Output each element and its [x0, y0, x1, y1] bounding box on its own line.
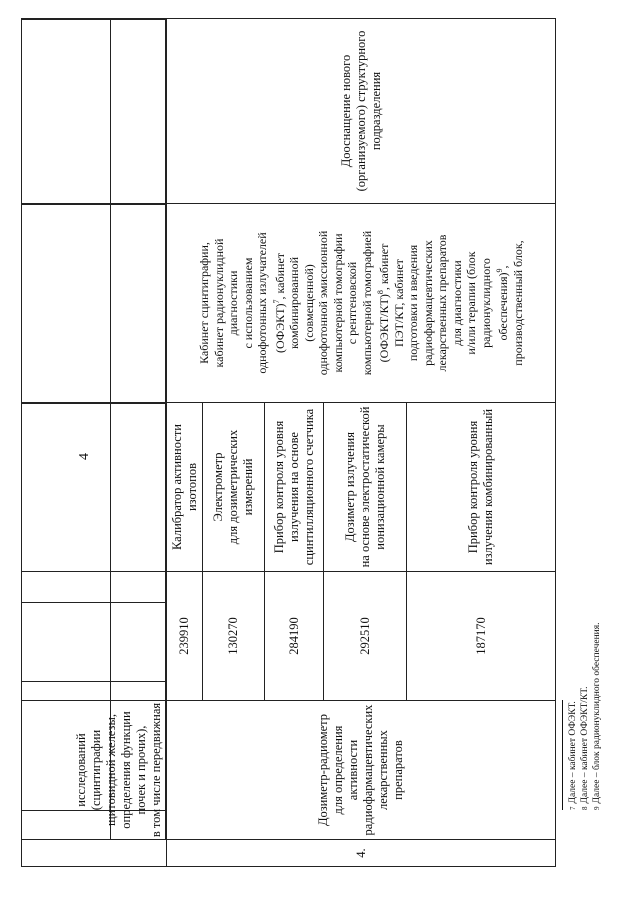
- footnote-text: Далее – кабинет ОФЭКТ/КТ.: [580, 686, 590, 804]
- prev-cont-number-col: [21, 839, 167, 867]
- footnote-text: Далее – блок радионуклидного обеспечения.: [592, 622, 602, 804]
- room-line: (совмещенной): [301, 264, 316, 342]
- footnote-text: Далее – кабинет ОФЭКТ.: [568, 701, 578, 804]
- room-line: радионуклидного: [478, 258, 493, 348]
- room-line: лекарственных препаратов: [435, 234, 449, 372]
- room-line: комбинированной: [287, 256, 301, 350]
- prev-cont-line: щитовидной железы,: [104, 714, 118, 827]
- prev-cont-line: определения функции: [119, 711, 133, 829]
- room-line-with-footnote: [493, 231, 511, 376]
- item-code: 292510: [357, 617, 372, 655]
- item-code-cell: [406, 571, 556, 701]
- footnote: [592, 623, 603, 811]
- prev-cont-line: в том числе передвижная: [149, 702, 163, 838]
- room-line: компьютерной томографией: [359, 230, 374, 376]
- prev-cont-device-text: [21, 700, 167, 840]
- footnote-mark: 9: [495, 268, 504, 273]
- room-line: кабинет радионуклидной: [211, 238, 226, 368]
- footnote-number: 9: [593, 806, 601, 810]
- row-number: 4.: [353, 848, 368, 858]
- item-name-cell: [202, 402, 265, 572]
- device-cell: [166, 700, 556, 840]
- room-fragment: , кабинет: [272, 252, 287, 300]
- prev-cont-name-col: [21, 402, 167, 572]
- prev-cont-req-col: [21, 18, 167, 204]
- item-name-cell: [406, 402, 556, 572]
- item-name-cell: [264, 402, 324, 572]
- footnote-mark: 7: [271, 299, 281, 304]
- item-name-line: Калибратор активности: [169, 424, 184, 550]
- room-fragment: (ОФЭКТ): [272, 303, 287, 354]
- footnote-mark: 8: [376, 290, 385, 295]
- room-line: однофотонной эмиссионной: [316, 230, 330, 376]
- item-name-line: изотопов: [184, 463, 199, 512]
- room-line: Кабинет сцинтиграфии,: [197, 242, 211, 364]
- prev-cont-line: почек и прочих),: [134, 725, 148, 815]
- item-code: 130270: [226, 617, 240, 655]
- page-number: 4: [77, 453, 92, 460]
- room-line: и/или терапии (блок: [464, 251, 478, 355]
- item-name-line: на основе электростатической: [357, 406, 372, 568]
- footnote-rule: [562, 700, 563, 810]
- item-code-cell: [264, 571, 324, 701]
- item-name-line: ионизационной камеры: [372, 424, 387, 550]
- requirement-line: Дооснащение нового: [338, 54, 353, 168]
- item-code-cell: [323, 571, 407, 701]
- room-line: с рентгеновской: [345, 261, 359, 345]
- device-line: препаратов: [391, 740, 405, 800]
- room-fragment: обеспечения): [496, 272, 510, 341]
- prev-cont-line: (сцинтиграфии: [89, 729, 103, 811]
- item-name-line: излучения комбинированный: [481, 408, 495, 566]
- item-code: 187170: [473, 617, 488, 655]
- item-code-cell: [202, 571, 265, 701]
- item-name-line: измерений: [241, 458, 255, 516]
- item-name-line: Электрометр: [211, 452, 225, 522]
- room-line: ПЭТ/КТ, кабинет: [391, 259, 406, 347]
- room-line: однофотонных излучателей: [255, 232, 269, 374]
- item-name-line: сцинтилляционного счетчика: [301, 408, 316, 566]
- room-line: диагностики: [226, 270, 240, 336]
- device-line: Дозиметр-радиометр: [316, 713, 330, 827]
- room-fragment: ,: [496, 265, 510, 269]
- requirement-line: (организуемого) структурного: [353, 30, 368, 192]
- room-fragment: , кабинет: [377, 243, 391, 291]
- item-name-line: Дозиметр излучения: [342, 432, 357, 542]
- requirement-cell: [166, 18, 556, 204]
- device-line: лекарственных: [376, 730, 390, 810]
- footnote-number: 7: [569, 806, 577, 810]
- row-number-cell: [166, 839, 556, 867]
- item-name-line: излучения на основе: [286, 432, 301, 543]
- footnote: [568, 701, 579, 810]
- prev-cont-room-col: [21, 203, 167, 403]
- room-line-with-footnote: [270, 231, 288, 376]
- item-name-cell: [166, 402, 203, 572]
- requirement-line: подразделения: [368, 71, 383, 151]
- room-line: радиофармацевтических: [420, 240, 435, 366]
- device-line: активности: [346, 739, 360, 801]
- item-code: 284190: [286, 617, 301, 655]
- room-line: компьютерной томографии: [330, 233, 345, 373]
- room-line-with-footnote: [374, 231, 392, 376]
- room-line: для диагностики: [449, 260, 464, 346]
- prev-cont-code-col: [21, 571, 167, 701]
- device-line: для определения: [331, 725, 345, 815]
- prev-cont-line: исследований: [74, 733, 88, 807]
- room-line: с использованием: [240, 257, 255, 349]
- item-code-cell: [166, 571, 203, 701]
- room-fragment: (ОФЭКТ/КТ): [377, 294, 391, 363]
- item-name-line: Прибор контроля уровня: [466, 420, 480, 554]
- footnote-number: 8: [581, 806, 589, 810]
- room-cell: [166, 203, 556, 403]
- device-line: радиофармацевтических: [361, 704, 375, 836]
- room-line: подготовки и введения: [406, 244, 420, 362]
- footnote: [580, 687, 591, 810]
- item-name-line: Прибор контроля уровня: [271, 420, 286, 554]
- item-name-cell: [323, 402, 407, 572]
- item-code: 239910: [177, 617, 191, 655]
- item-name-line: для дозиметрических: [226, 429, 240, 545]
- room-line: производственный блок,: [510, 240, 525, 366]
